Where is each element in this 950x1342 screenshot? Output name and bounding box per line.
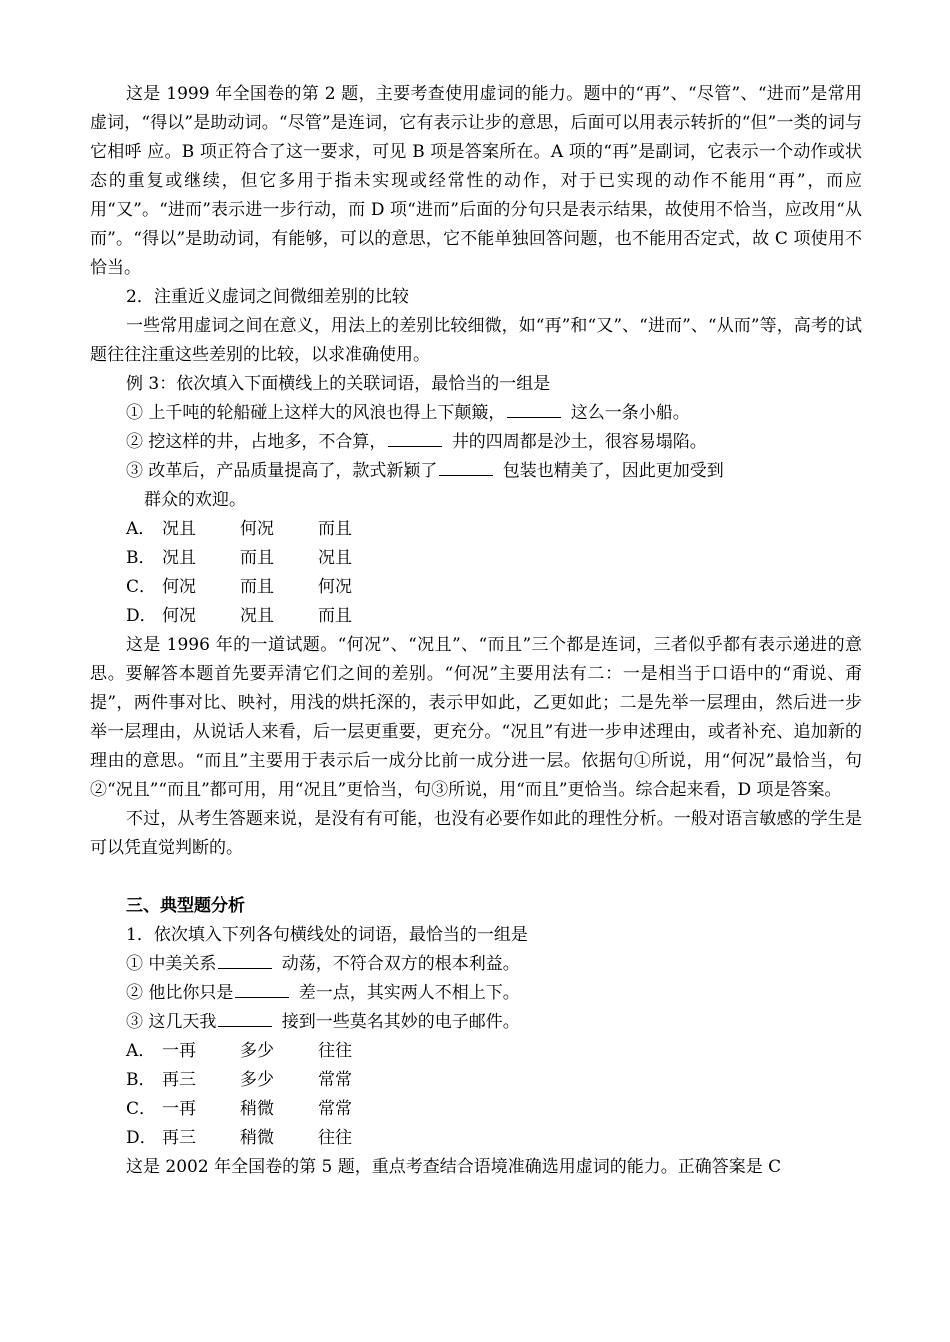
option-word: 一再 — [162, 1099, 196, 1119]
option-word: 往往 — [318, 1041, 352, 1061]
sentence-text: 动荡，不符合双方的根本利益。 — [276, 954, 520, 974]
option-row — [90, 1095, 862, 1124]
sentence-text: ③ 改革后，产品质量提高了，款式新颖了 — [126, 461, 438, 481]
sentence-text: 包装也精美了，因此更加受到 — [497, 461, 724, 481]
sentence-text: ③ 这几天我 — [126, 1012, 217, 1032]
example-3-sentence-2 — [90, 428, 862, 457]
sentence-text: ① 上千吨的轮船碰上这样大的风浪也得上下颠簸， — [126, 403, 506, 423]
option-row — [90, 515, 862, 544]
option-word: 况且 — [318, 548, 352, 568]
question-1-sentence-2 — [90, 979, 862, 1008]
sentence-text: 接到一些莫名其妙的电子邮件。 — [276, 1012, 520, 1032]
question-1-sentence-1 — [90, 950, 862, 979]
fill-blank — [388, 428, 442, 447]
option-word: 常常 — [318, 1099, 352, 1119]
option-row — [90, 602, 862, 631]
option-word: 况且 — [162, 519, 196, 539]
example-3-prompt: 例 3：依次填入下面横线上的关联词语，最恰当的一组是 — [126, 374, 551, 394]
option-word: 何况 — [162, 606, 196, 626]
example-3-sentence-3-continued: 群众的欢迎。 — [144, 490, 246, 510]
option-word: 况且 — [162, 548, 196, 568]
option-row — [90, 1037, 862, 1066]
fill-blank — [218, 950, 272, 969]
fill-blank — [218, 1008, 272, 1027]
option-word: 而且 — [240, 548, 274, 568]
option-word: 何况 — [162, 577, 196, 597]
option-key: B． — [126, 548, 156, 568]
option-word: 再三 — [162, 1128, 196, 1148]
option-key: C． — [126, 1099, 157, 1119]
fill-blank — [235, 979, 289, 998]
spacer — [90, 863, 862, 892]
analysis-paragraph-3: 不过，从考生答题来说，是没有有可能，也没有必要作如此的理性分析。一般对语言敏感的学生是可以凭直觉判断的。 — [90, 809, 862, 858]
sentence-text: 井的四周都是沙土，很容易塌陷。 — [446, 432, 707, 452]
option-word: 往往 — [318, 1128, 352, 1148]
option-row — [90, 1066, 862, 1095]
option-word: 常常 — [318, 1070, 352, 1090]
option-key: D． — [126, 1128, 157, 1148]
section-heading-3: 三、典型题分析 — [126, 896, 245, 916]
question-1-sentence-3 — [90, 1008, 862, 1037]
example-3-sentence-1 — [90, 399, 862, 428]
option-row — [90, 1124, 862, 1153]
sentence-text: ② 挖这样的井，占地多，不合算， — [126, 432, 387, 452]
option-word: 一再 — [162, 1041, 196, 1061]
analysis-paragraph-1: 这是 1999 年全国卷的第 2 题，主要考查使用虚词的能力。题中的“再”、“尽管”、“进而”是常用虚词，“得以”是助动词。“尽管”是连词，它有表示让步的意思，后面可以用表示转折的“但”一类的词与它相呼 应。B 项正符合了这一要求，可见 B 项是答案所在。A 项的“再”是副词，它表示一个动作或状态的重复或继续，但它多用于指未实现或经常性的动作，对于已实现的动作不能用“再”，而应用“又”。“进而”表示进一步行动，而 D 项“进而”后面的分句只是表示结果，故使用不恰当，应改用“从而”。“得以”是助动词，有能够，可以的意思，它不能单独回答问题，也不能用否定式，故 C 项使用不恰当。 — [90, 84, 862, 278]
analysis-paragraph-2: 这是 1996 年的一道试题。“何况”、“况且”、“而且”三个都是连词，三者似乎都有表示递进的意思。要解答本题首先要弄清它们之间的差别。“何况”主要用法有二：一是相当于口语中的“甭说、甭提”，两件事对比、映衬，用浅的烘托深的，表示甲如此，乙更如此；二是先举一层理由，然后进一步举一层理由，从说话人来看，后一层更重要，更充分。“况且”有进一步申述理由，或者补充、追加新的理由的意思。“而且”主要用于表示后一成分比前一成分进一层。依据句①所说，用“何况”最恰当，句②“况且”“而且”都可用，用“况且”更恰当，句③所说，用“而且”更恰当。综合起来看，D 项是答案。 — [90, 635, 862, 800]
option-word: 再三 — [162, 1070, 196, 1090]
option-word: 何况 — [318, 577, 352, 597]
sentence-text: 差一点，其实两人不相上下。 — [293, 983, 520, 1003]
option-key: C． — [126, 577, 157, 597]
fill-blank — [507, 399, 561, 418]
option-word: 何况 — [240, 519, 274, 539]
fill-blank — [439, 457, 493, 476]
question-1-prompt: 1．依次填入下列各句横线处的词语，最恰当的一组是 — [126, 925, 528, 945]
sentence-text: ② 他比你只是 — [126, 983, 234, 1003]
option-word: 而且 — [318, 519, 352, 539]
option-row — [90, 573, 862, 602]
option-key: A． — [126, 519, 156, 539]
intro-paragraph: 一些常用虚词之间在意义，用法上的差别比较细微，如“再”和“又”、“进而”、“从而”等，高考的试题往往注重这些差别的比较，以求准确使用。 — [90, 316, 862, 365]
option-key: A． — [126, 1041, 156, 1061]
analysis-paragraph-4: 这是 2002 年全国卷的第 5 题，重点考查结合语境准确选用虚词的能力。正确答案是 C — [126, 1157, 782, 1177]
option-row — [90, 544, 862, 573]
section-heading-2: 2．注重近义虚词之间微细差别的比较 — [126, 287, 409, 307]
option-word: 多少 — [240, 1041, 274, 1061]
option-word: 多少 — [240, 1070, 274, 1090]
option-word: 而且 — [318, 606, 352, 626]
option-word: 稍微 — [240, 1128, 274, 1148]
option-word: 稍微 — [240, 1099, 274, 1119]
option-key: D． — [126, 606, 157, 626]
option-key: B． — [126, 1070, 156, 1090]
option-word: 况且 — [240, 606, 274, 626]
document-page — [90, 80, 862, 1182]
sentence-text: ① 中美关系 — [126, 954, 217, 974]
sentence-text: 这么一条小船。 — [565, 403, 690, 423]
option-word: 而且 — [240, 577, 274, 597]
example-3-sentence-3 — [90, 457, 862, 486]
